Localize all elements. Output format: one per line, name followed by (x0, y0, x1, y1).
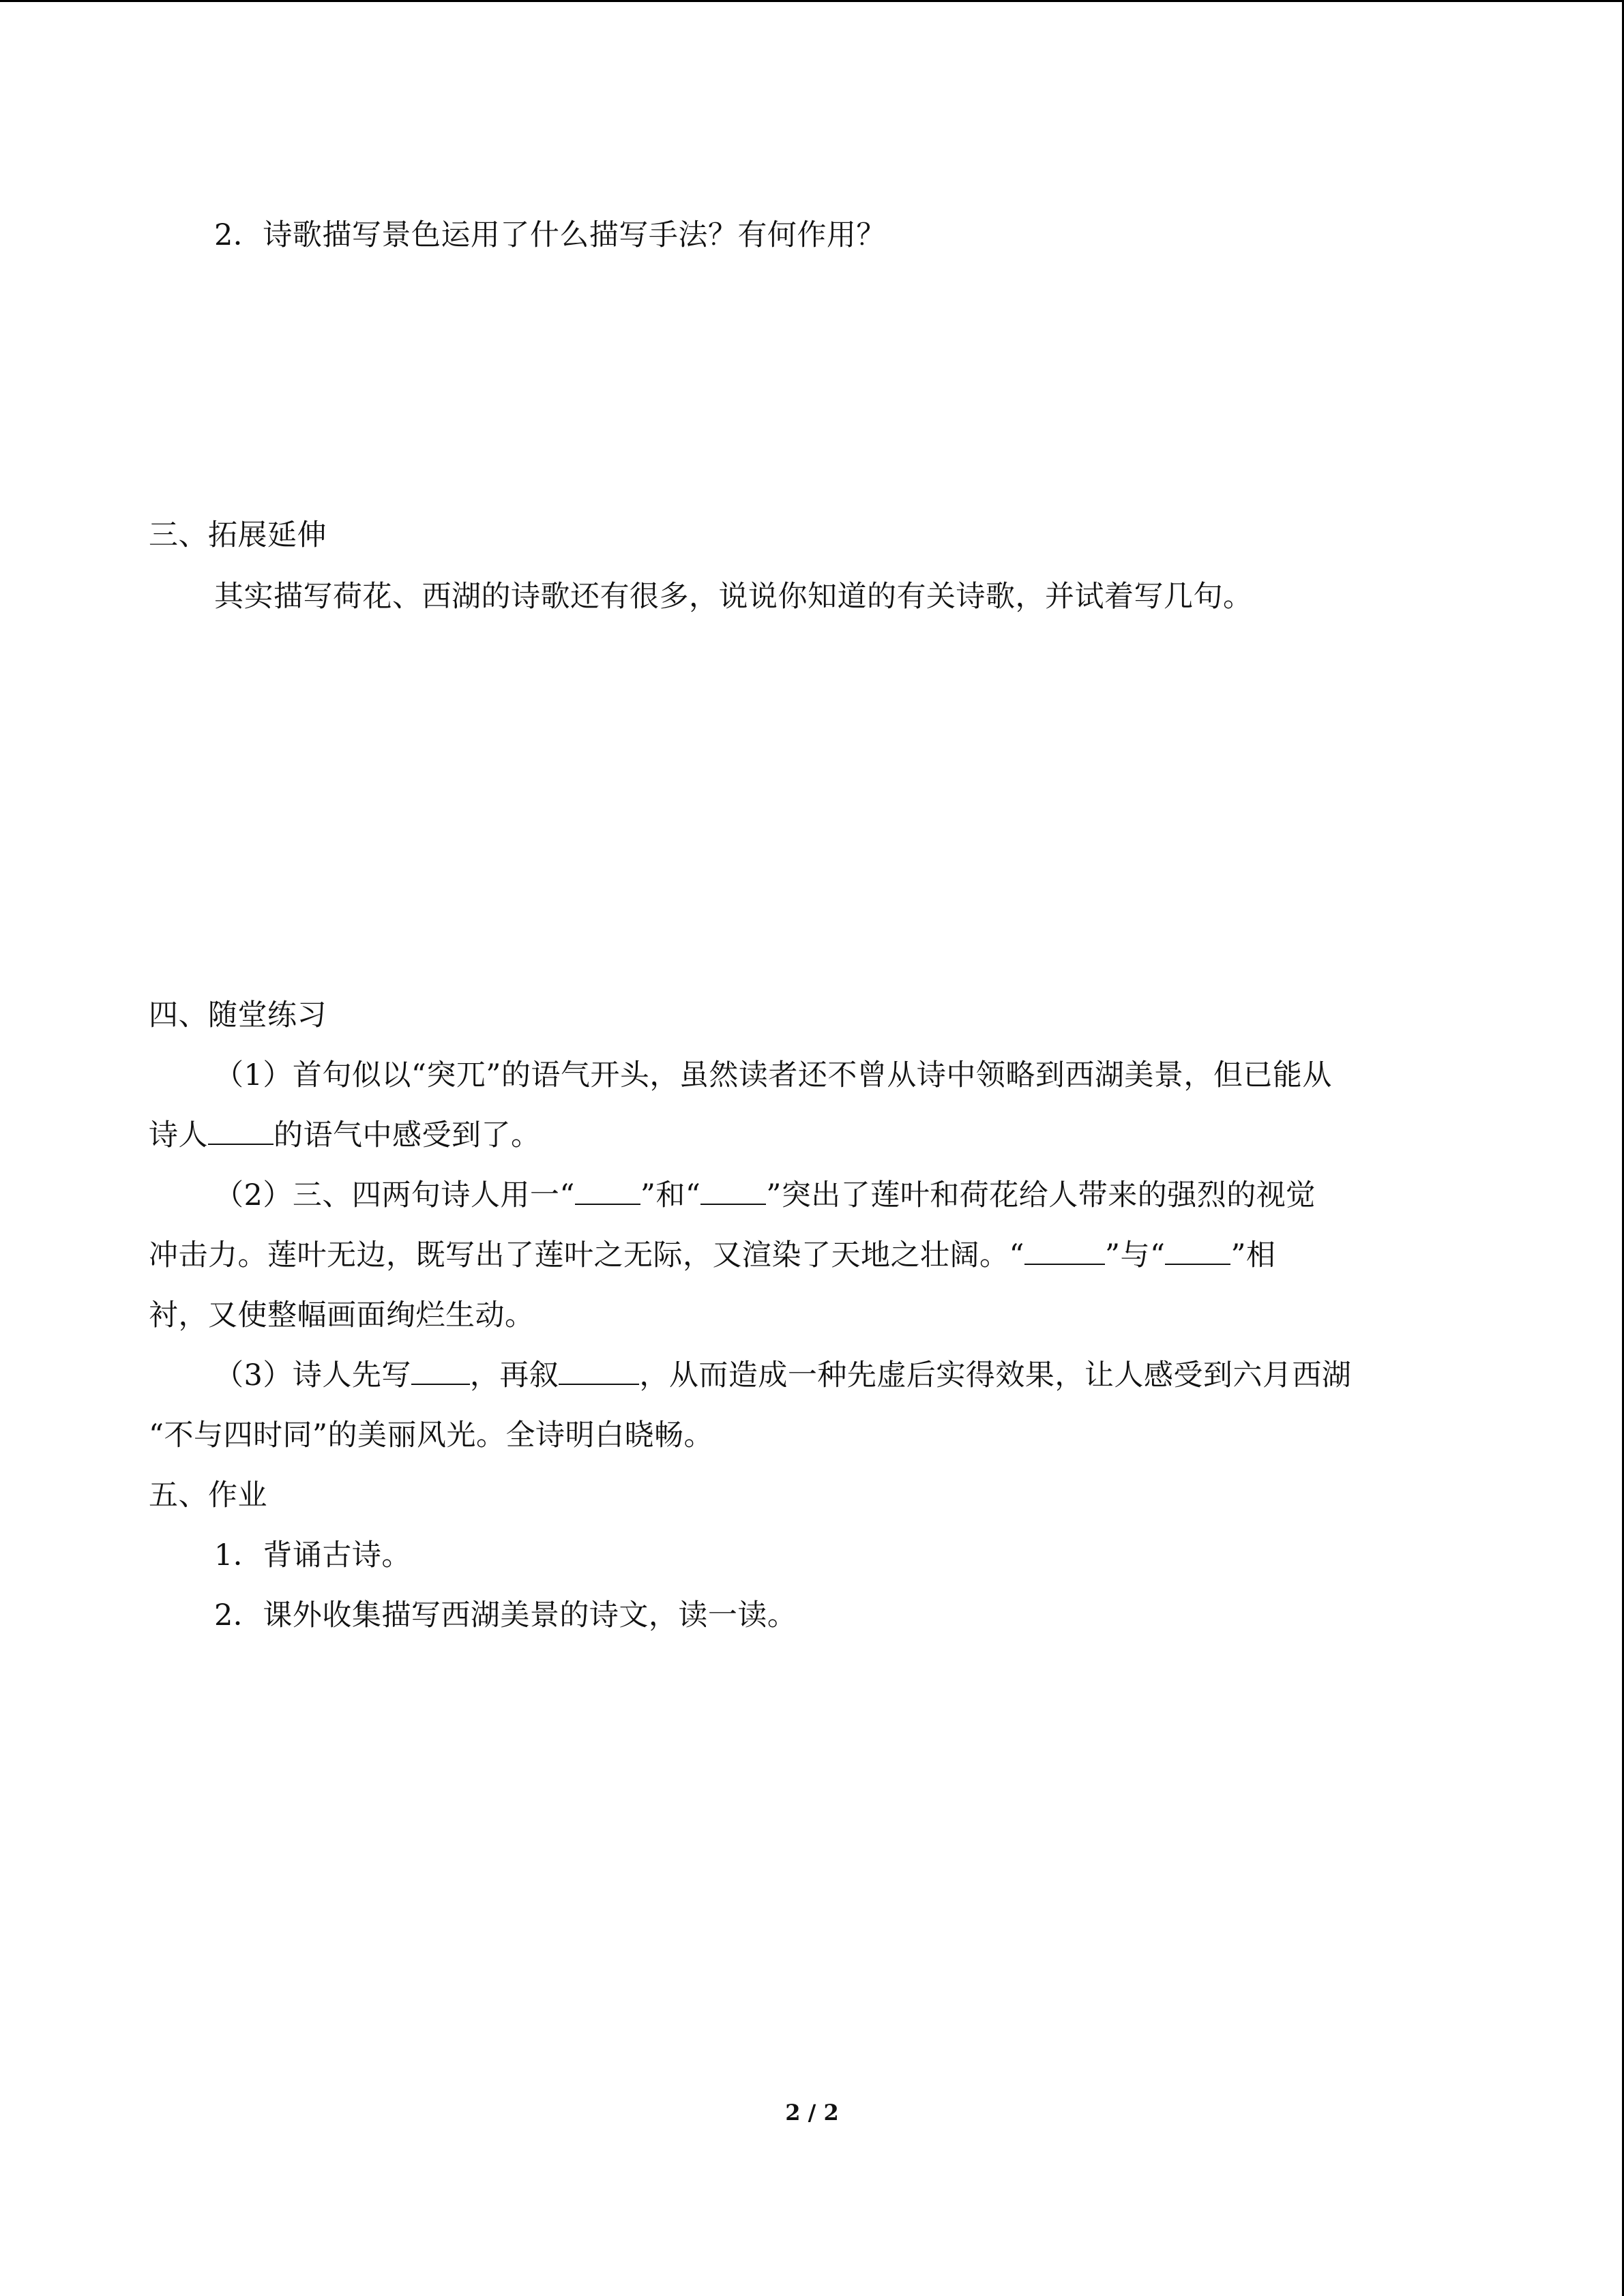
exercise-2-line-1 (214, 1176, 1316, 1215)
exercise-3-line-2: “不与四时同”的美丽风光。全诗明白晓畅。 (149, 1418, 713, 1452)
fill-blank[interactable] (575, 1176, 640, 1205)
exercise-2-text: 冲击力。莲叶无边，既写出了莲叶之无际，又渲染了天地之壮阔。“ (149, 1238, 1024, 1272)
exercise-1-text: 的语气中感受到了。 (274, 1118, 541, 1152)
section-4-heading: 四、随堂练习 (149, 998, 327, 1032)
homework-item-2: 2．课外收集描写西湖美景的诗文，读一读。 (214, 1598, 797, 1632)
homework-item-1: 1．背诵古诗。 (214, 1538, 411, 1572)
exercise-2-text: （2）三、四两句诗人用一“ (214, 1178, 575, 1212)
exercise-3-line-1 (214, 1356, 1351, 1395)
exercise-2-text: ”与“ (1104, 1238, 1166, 1272)
fill-blank[interactable] (1024, 1236, 1105, 1265)
exercise-3-text: （3）诗人先写 (214, 1358, 411, 1392)
fill-blank[interactable] (559, 1356, 639, 1385)
exercise-2-line-2 (149, 1236, 1275, 1275)
exercise-1-text: 诗人 (149, 1118, 208, 1152)
exercise-2-line-3: 衬，又使整幅画面绚烂生动。 (149, 1298, 535, 1332)
exercise-3-text: ，从而造成一种先虚后实得效果，让人感受到六月西湖 (639, 1358, 1352, 1392)
exercise-2-text: ”突出了莲叶和荷花给人带来的强烈的视觉 (766, 1178, 1316, 1212)
fill-blank[interactable] (700, 1176, 766, 1205)
section-3-heading: 三、拓展延伸 (149, 518, 327, 552)
question-2: 2．诗歌描写景色运用了什么描写手法？有何作用？ (214, 218, 886, 252)
exercise-1-line-1: （1）首句似以“突兀”的语气开头，虽然读者还不曾从诗中领略到西湖美景，但已能从 (214, 1058, 1332, 1092)
exercise-2-text: ”和“ (640, 1178, 701, 1212)
page-number: 2 / 2 (785, 2100, 839, 2126)
fill-blank[interactable] (208, 1116, 274, 1145)
fill-blank[interactable] (1165, 1236, 1230, 1265)
exercise-1-line-2 (149, 1116, 541, 1155)
exercise-3-text: ，再叙 (469, 1358, 559, 1392)
exercise-2-text: ”相 (1230, 1238, 1276, 1272)
section-5-heading: 五、作业 (149, 1478, 267, 1512)
page-top-border (0, 0, 1624, 2)
fill-blank[interactable] (411, 1356, 470, 1385)
section-3-prompt: 其实描写荷花、西湖的诗歌还有很多，说说你知道的有关诗歌，并试着写几句。 (214, 580, 1253, 614)
